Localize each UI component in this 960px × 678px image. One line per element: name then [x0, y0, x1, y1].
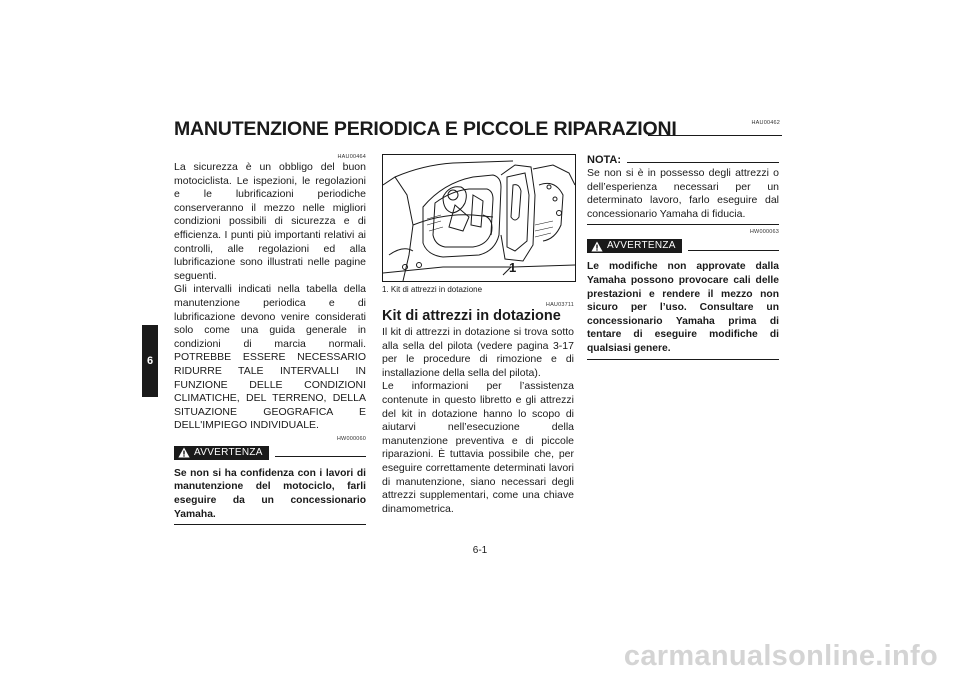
title-code: HAU00462: [751, 120, 780, 126]
note-header-rule: [627, 162, 779, 163]
section-title: Kit di attrezzi in dotazione: [382, 308, 561, 324]
warning-text: Le modifiche non approvate dalla Yamaha possono provocare cali delle prestazioni e rendere il mezzo non sicuro per l’uso. Consultare un concessionario Yamaha prima di tentare di eseguire modifiche di qualsiasi genere.: [587, 261, 779, 354]
warning-code: HW000063: [749, 229, 779, 236]
title-rule: [648, 135, 782, 136]
tool-kit-figure: [382, 154, 576, 282]
tool-kit-location-paragraph: Il kit di attrezzi in dotazione si trova sotto alla sella del pilota (vedere pagina 3-17 per le procedure di rimozione e di installazione della sella del pilota).: [382, 326, 574, 379]
section-code: HAU03711: [545, 302, 574, 308]
figure-caption: 1. Kit di attrezzi in dotazione: [382, 285, 483, 294]
warning-label: AVVERTENZA: [194, 446, 263, 458]
note-header: [587, 154, 779, 166]
figure-callout-number: 1: [509, 260, 517, 275]
chapter-tab: [142, 325, 158, 397]
warning-triangle-icon: [178, 447, 190, 458]
section-code: HAU00464: [337, 154, 366, 160]
warning-end-rule: [587, 359, 779, 360]
watermark: carmanualsonline.info: [623, 640, 938, 672]
chapter-tab-number: 6: [146, 355, 154, 367]
warning-text: Se non si ha confidenza con i lavori di manutenzione del motociclo, farli eseguire da un concessionario Yamaha.: [174, 467, 366, 520]
tool-kit-purpose-paragraph: Le informazioni per l’assistenza contenute in questo libretto e gli attrezzi del kit in dotazione hanno lo scopo di aiutarvi nell’esecuzione della manutenzione preventiva e di piccole riparazioni. È tuttavia possibile che, per eseguire correttamente determinati lavori di manutenzione, siano necessari degli attrezzi supplementari, come una chiave dinamometrica.: [382, 380, 574, 515]
warning-triangle-icon: [591, 241, 603, 252]
warning-header: [174, 446, 366, 460]
warning-badge: [174, 446, 269, 460]
warning-badge: [587, 239, 682, 253]
column-2: [382, 154, 574, 516]
warning-header-rule: [688, 242, 779, 251]
note-text: Se non si è in possesso degli attrezzi o dell’esperienza necessari per un determinato lavoro, farlo eseguire dal concessionario Yamaha di fiducia.: [587, 167, 779, 220]
warning-end-rule: [174, 524, 366, 525]
page-header: [174, 118, 782, 142]
interval-paragraph: Gli intervalli indicati nella tabella della manutenzione periodica e di lubrificazione devono venire considerati solo come una guida generale in condizioni di marcia normali. POTREBBE ESSERE NECESSARIO RIDURRE TALE INTERVALLI IN FUNZIONE DELLE CONDIZIONI CLIMATICHE, DEL TERRENO, DELLA SITUAZIONE GEOGRAFICA E DELL'IMPIEGO INDIVIDUALE.: [174, 283, 366, 432]
warning-header: [587, 239, 779, 253]
intro-paragraph: La sicurezza è un obbligo del buon motociclista. Le ispezioni, le regolazioni e le lubrificazioni periodiche conserveranno il mezzo nelle migliori condizioni possibili di sicurezza e di efficienza. I punti più importanti relativi ai controlli, alle regolazioni ed alla lubrificazione sono illustrati nelle pagine seguenti.: [174, 161, 366, 282]
note-label: NOTA:: [587, 154, 622, 166]
page-number: 6-1: [472, 545, 488, 556]
tool-kit-illustration: [383, 155, 575, 281]
warning-header-rule: [275, 448, 366, 457]
page-title: MANUTENZIONE PERIODICA E PICCOLE RIPARAZIONI: [174, 118, 677, 140]
note-end-rule: [587, 224, 779, 225]
warning-label: AVVERTENZA: [607, 240, 676, 252]
column-1: [174, 154, 366, 525]
column-3: [587, 154, 779, 360]
warning-code: HW000060: [336, 435, 366, 442]
